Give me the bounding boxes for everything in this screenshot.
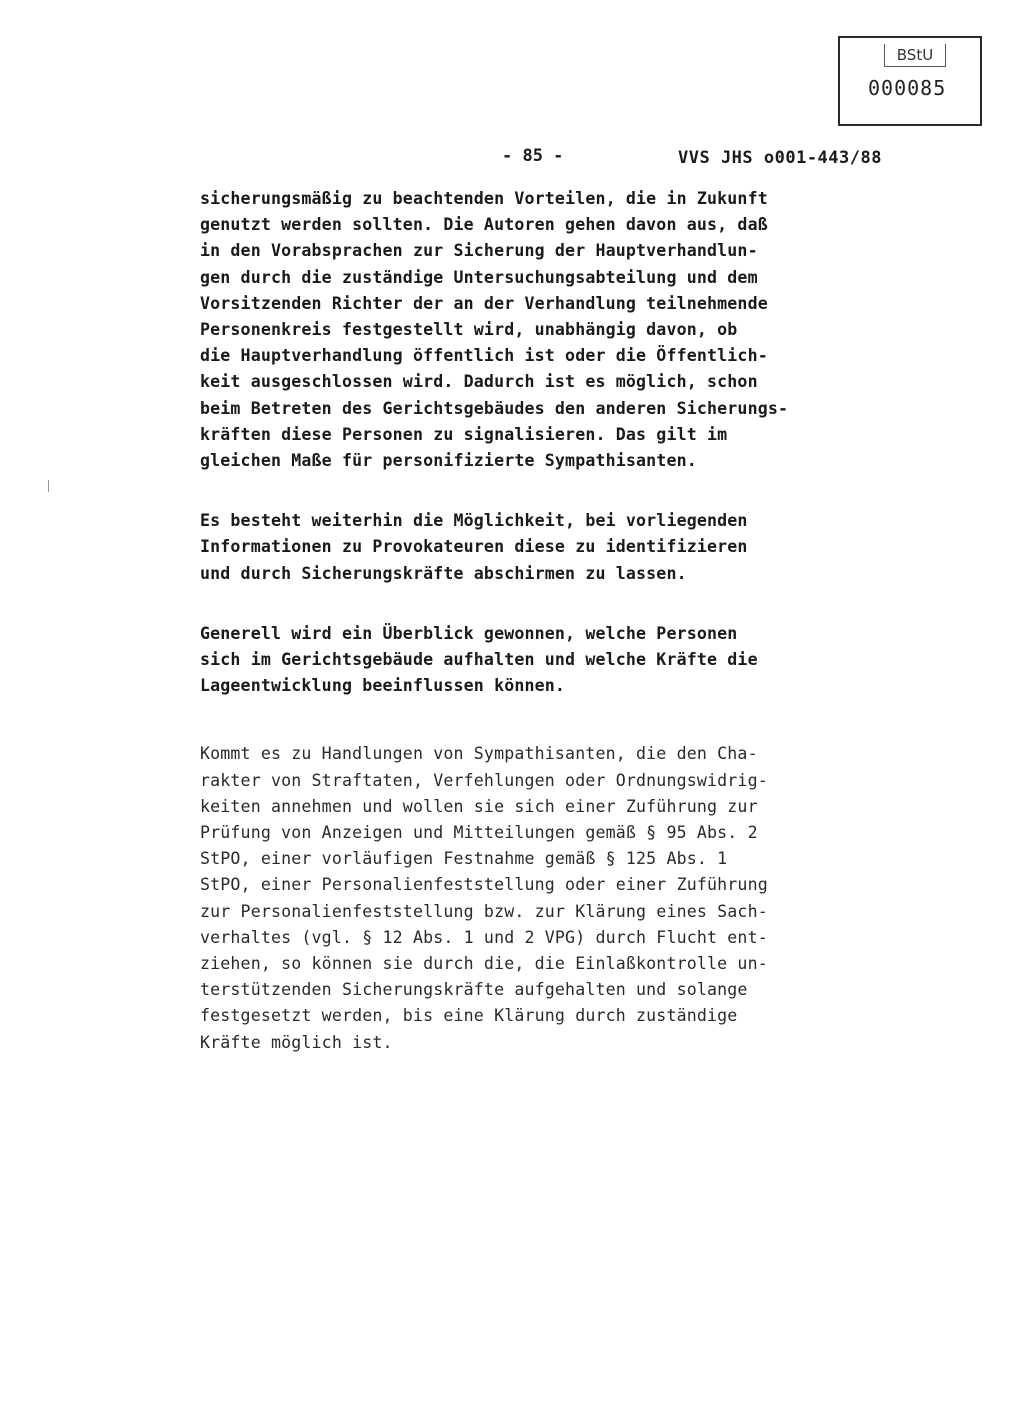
text-line: kräften diese Personen zu signalisieren. Das gilt im [200, 424, 728, 444]
text-line: Informationen zu Provokateuren diese zu identifizieren [200, 537, 748, 557]
text-line: StPO, einer Personalienfeststellung oder einer Zuführung [200, 875, 768, 895]
text-line: gleichen Maße für personifizierte Sympathisanten. [200, 451, 697, 471]
text-line: rakter von Straftaten, Verfehlungen oder Ordnungswidrig- [200, 770, 768, 790]
scan-edge-mark [48, 480, 49, 492]
text-line: Vorsitzenden Richter der an der Verhandlung teilnehmende [200, 293, 768, 313]
stamp-page-number: 000085 [868, 76, 947, 100]
page-header [0, 146, 1024, 172]
text-line: terstützenden Sicherungskräfte aufgehalten und solange [200, 980, 748, 1000]
text-line: sicherungsmäßig zu beachtenden Vorteilen, die in Zukunft [200, 189, 768, 208]
paragraph-2 [200, 508, 920, 587]
text-line: genutzt werden sollten. Die Autoren gehen davon aus, daß [200, 215, 768, 235]
text-line: festgesetzt werden, bis eine Klärung durch zuständige [200, 1006, 738, 1026]
text-line: verhaltes (vgl. § 12 Abs. 1 und 2 VPG) durch Flucht ent- [200, 927, 768, 947]
text-line: keit ausgeschlossen wird. Dadurch ist es möglich, schon [200, 372, 758, 392]
text-line: beim Betreten des Gerichtsgebäudes den anderen Sicherungs- [200, 398, 789, 418]
text-line: Es besteht weiterhin die Möglichkeit, bei vorliegenden [200, 511, 748, 531]
text-line: die Hauptverhandlung öffentlich ist oder die Öffentlich- [200, 346, 768, 366]
text-line: in den Vorabsprachen zur Sicherung der Hauptverhandlun- [200, 241, 758, 261]
paragraph-spacer [200, 699, 920, 741]
text-line: Generell wird ein Überblick gewonnen, welche Personen [200, 623, 738, 643]
text-line: Prüfung von Anzeigen und Mitteilungen gemäß § 95 Abs. 2 [200, 823, 758, 843]
paragraph-4 [200, 741, 920, 1055]
text-line: sich im Gerichtsgebäude aufhalten und welche Kräfte die [200, 650, 758, 670]
paragraph-1 [200, 186, 920, 474]
page-number: - 85 - [502, 146, 564, 166]
paragraph-3 [200, 621, 920, 700]
text-line: Lageentwicklung beeinflussen können. [200, 676, 566, 696]
text-line: Personenkreis festgestellt wird, unabhängig davon, ob [200, 320, 738, 340]
stamp-archive-label: BStU [884, 44, 946, 67]
text-line: zur Personalienfeststellung bzw. zur Klärung eines Sach- [200, 901, 768, 921]
text-line: und durch Sicherungskräfte abschirmen zu lassen. [200, 563, 687, 583]
stamp-inner [862, 44, 964, 104]
text-line: keiten annehmen und wollen sie sich einer Zuführung zur [200, 796, 758, 816]
archive-stamp [838, 36, 982, 126]
text-line: Kräfte möglich ist. [200, 1032, 393, 1052]
text-line: StPO, einer vorläufigen Festnahme gemäß § 125 Abs. 1 [200, 849, 728, 869]
body-text [200, 186, 920, 1056]
text-line: Kommt es zu Handlungen von Sympathisanten, die den Cha- [200, 744, 758, 764]
paragraph-spacer [200, 474, 920, 508]
text-line: gen durch die zuständige Untersuchungsabteilung und dem [200, 267, 758, 287]
text-line: ziehen, so können sie durch die, die Einlaßkontrolle un- [200, 954, 768, 974]
paragraph-spacer [200, 587, 920, 621]
document-reference: VVS JHS o001-443/88 [678, 148, 882, 168]
